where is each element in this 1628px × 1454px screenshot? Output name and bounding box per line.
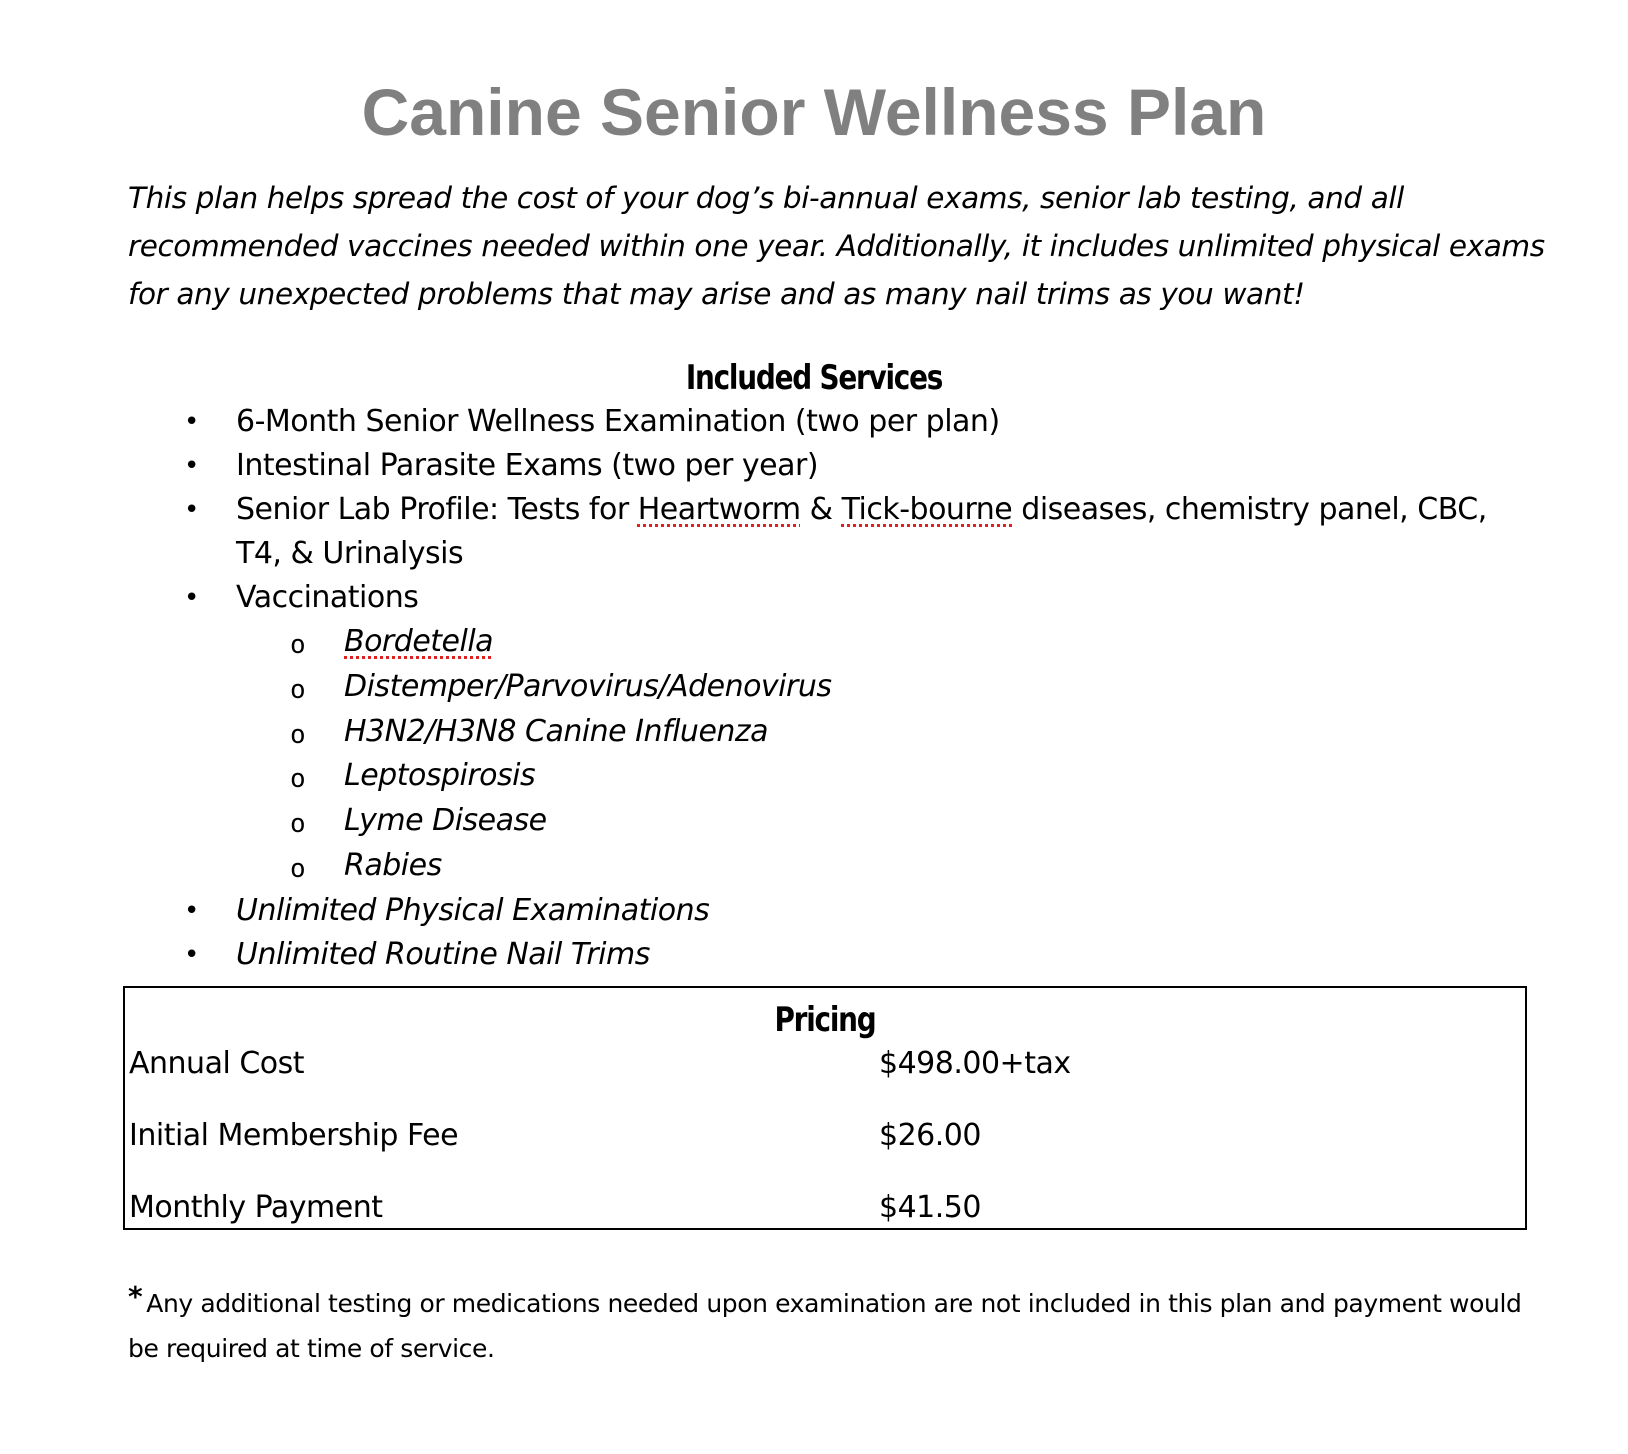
asterisk-marker: *: [128, 1280, 143, 1313]
vaccine-name: Leptospirosis: [344, 758, 536, 794]
price-value: $41.50: [879, 1190, 981, 1225]
vaccine-item: [236, 620, 1516, 665]
price-value: $26.00: [879, 1118, 981, 1153]
service-physical: Unlimited Physical Examinations: [236, 892, 710, 928]
service-lab-amp: &: [800, 492, 842, 527]
vaccine-name: H3N2/H3N8 Canine Influenza: [344, 713, 769, 749]
page-title: Canine Senior Wellness Plan: [361, 75, 1267, 149]
vaccines-container: [0, 620, 1516, 889]
list-item: [0, 933, 1516, 977]
table-row: [125, 1042, 1525, 1086]
spellcheck-word-heartworm: Heartworm: [637, 492, 801, 527]
pricing-heading: Pricing: [774, 1000, 876, 1040]
price-label: Monthly Payment: [129, 1190, 383, 1225]
circle-bullet-icon: o: [290, 719, 306, 750]
price-label: Annual Cost: [129, 1046, 305, 1081]
service-exam: 6-Month Senior Wellness Examination (two per plan): [236, 404, 1000, 439]
circle-bullet-icon: o: [290, 809, 306, 840]
list-item: [0, 889, 1516, 933]
vaccine-item: [236, 665, 1516, 710]
footnote: [128, 1274, 1548, 1371]
service-nails: Unlimited Routine Nail Trims: [236, 936, 650, 972]
circle-bullet-icon: o: [290, 853, 306, 884]
bullet-icon: •: [184, 451, 199, 481]
circle-bullet-icon: o: [290, 764, 306, 795]
vaccines-list: [236, 620, 1516, 889]
bullet-icon: •: [184, 939, 199, 970]
table-row: [125, 1114, 1525, 1158]
price-label: Initial Membership Fee: [129, 1118, 459, 1153]
services-list: [0, 400, 1628, 977]
bullet-icon: •: [184, 495, 199, 525]
list-item: [0, 488, 1516, 576]
list-item: [0, 576, 1516, 620]
service-lab-suffix: diseases, chemistry panel, CBC, T4, & Urinalysis: [236, 492, 1487, 571]
vaccine-item: [236, 844, 1516, 889]
table-row: [125, 1186, 1525, 1230]
bullet-icon: •: [184, 583, 199, 613]
circle-bullet-icon: o: [290, 630, 306, 660]
spellcheck-word-tick-bourne: Tick-bourne: [841, 492, 1013, 527]
services-heading: Included Services: [685, 358, 943, 398]
price-value: $498.00+tax: [879, 1046, 1071, 1081]
list-item: [0, 444, 1516, 488]
vaccine-name: Distemper/Parvovirus/Adenovirus: [344, 668, 832, 704]
footnote-text: Any additional testing or medications needed upon examination are not included in this plan and payment would be required at time of service.: [128, 1289, 1522, 1363]
vaccine-item: [236, 754, 1516, 799]
bullet-icon: •: [184, 407, 199, 437]
service-parasite: Intestinal Parasite Exams (two per year): [236, 448, 819, 483]
vaccine-name: Rabies: [344, 847, 442, 883]
service-lab-prefix: Senior Lab Profile: Tests for: [236, 492, 638, 527]
vaccine-name: Bordetella: [344, 624, 494, 659]
vaccine-item: [236, 799, 1516, 844]
service-vaccinations: Vaccinations: [236, 580, 419, 615]
vaccine-item: [236, 710, 1516, 755]
list-item: [0, 400, 1516, 444]
pricing-table: [123, 986, 1527, 1230]
circle-bullet-icon: o: [290, 674, 306, 705]
bullet-icon: •: [184, 895, 199, 926]
intro-paragraph: This plan helps spread the cost of your dog’s bi-annual exams, senior lab testing, and all recommended vaccines needed within one year. Additionally, it includes unlimited physical exams for any unexpected problems that may arise and as many nail trims as you want!: [128, 181, 1545, 311]
vaccine-name: Lyme Disease: [344, 803, 547, 839]
